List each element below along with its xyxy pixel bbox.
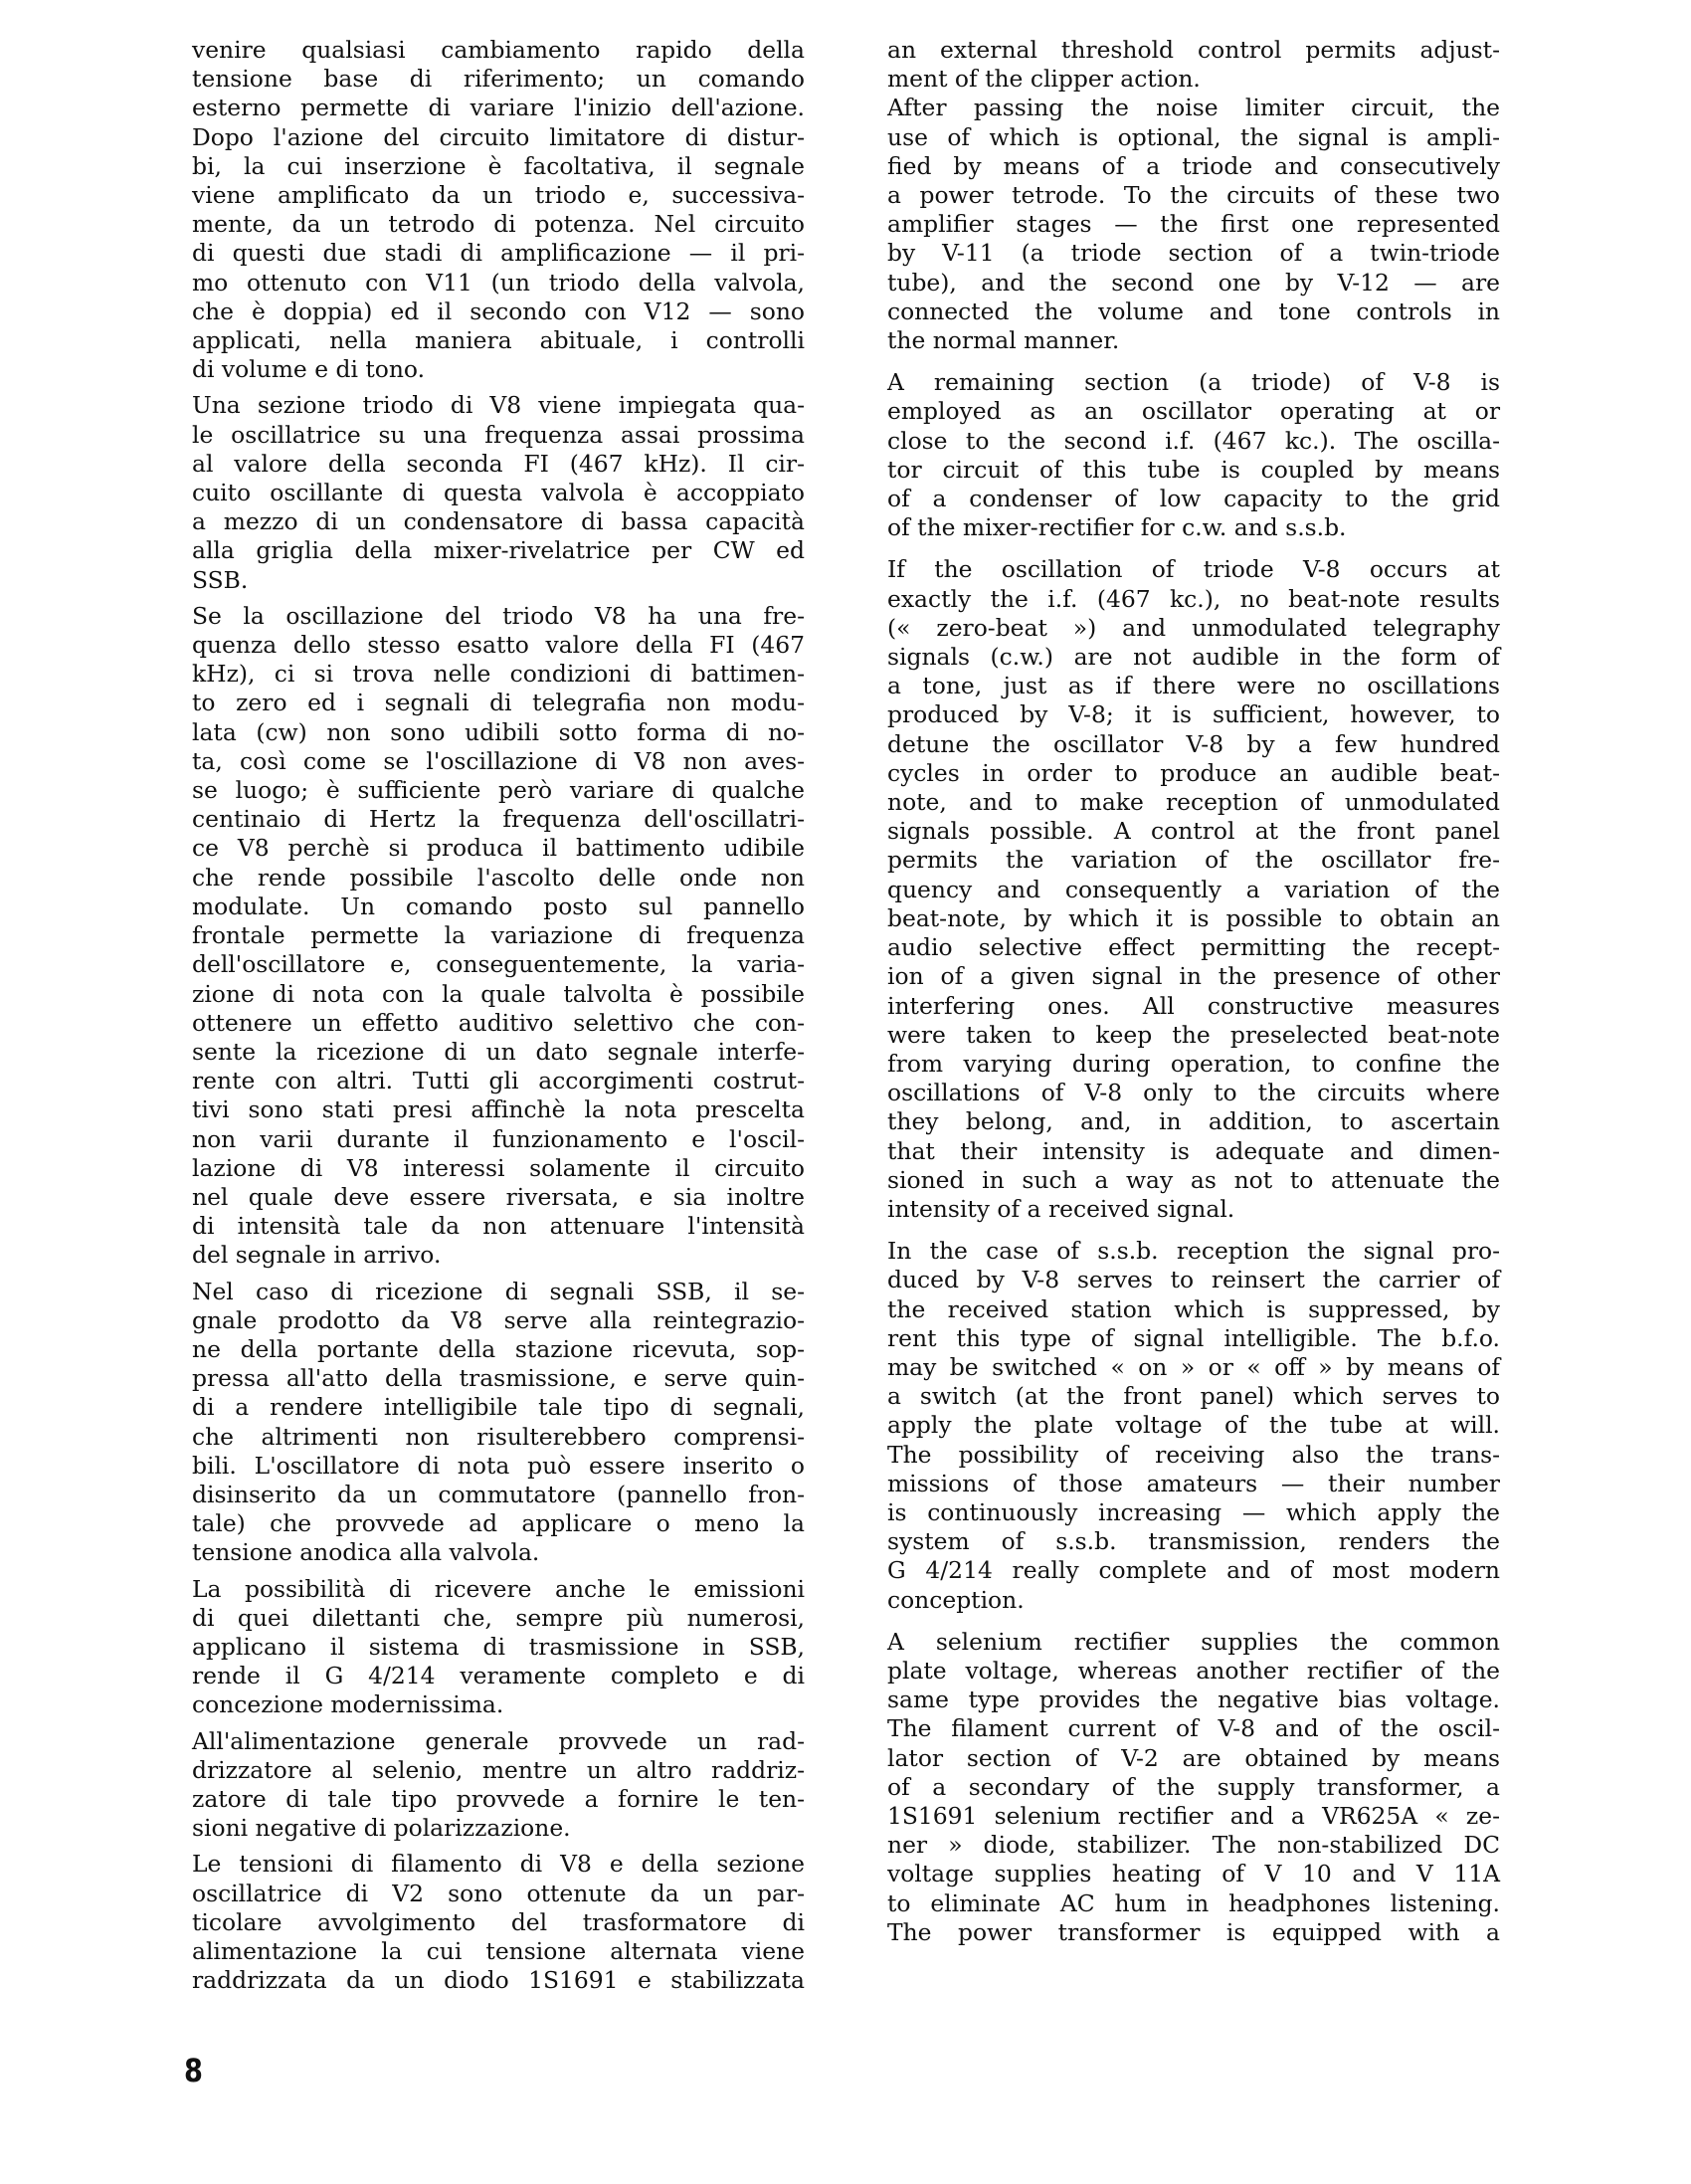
paragraph: [887, 1237, 1500, 1615]
text-line: rente con altri. Tutti gli accorgimenti costrut-: [192, 1067, 805, 1095]
text-line: esterno permette di variare l'inizio dell'azione.: [192, 94, 805, 122]
text-line: alla griglia della mixer-rivelatrice per CW ed: [192, 536, 805, 565]
paragraph: [192, 1727, 805, 1844]
paragraph: [887, 555, 1500, 1224]
text-line: duced by V-8 serves to reinsert the carrier of: [887, 1266, 1500, 1294]
text-line: cycles in order to produce an audible beat-: [887, 758, 1500, 787]
text-line: tensione anodica alla valvola.: [192, 1538, 540, 1567]
text-line: signals possible. A control at the front panel: [887, 817, 1500, 846]
text-line: In the case of s.s.b. reception the signal pro-: [887, 1237, 1500, 1266]
text-line: tivi sono stati presi affinchè la nota prescelta: [192, 1095, 805, 1124]
text-line: of a condenser of low capacity to the grid: [887, 485, 1500, 513]
text-line: tube), and the second one by V-12 — are: [887, 268, 1500, 297]
text-line: a switch (at the front panel) which serves to: [887, 1382, 1500, 1411]
paragraph: [887, 94, 1500, 355]
text-line: A remaining section (a triode) of V-8 is: [887, 368, 1500, 397]
text-line: di intensità tale da non attenuare l'intensità: [192, 1212, 805, 1241]
left-column-italian: [192, 36, 805, 1995]
text-line: interfering ones. All constructive measures: [887, 991, 1500, 1020]
text-line: may be switched « on » or « off » by means of: [887, 1352, 1500, 1381]
text-line: exactly the i.f. (467 kc.), no beat-note results: [887, 584, 1500, 613]
text-line: signals (c.w.) are not audible in the form of: [887, 643, 1500, 672]
text-line: All'alimentazione generale provvede un rad-: [192, 1726, 805, 1755]
text-line: SSB.: [192, 565, 249, 594]
text-line: pressa all'atto della trasmissione, e serve quin-: [192, 1364, 805, 1393]
text-line: non varii durante il funzionamento e l'oscil-: [192, 1124, 805, 1153]
text-line: of a secondary of the supply transformer, a: [887, 1772, 1500, 1801]
text-line: lata (cw) non sono udibili sotto forma di no-: [192, 717, 805, 746]
text-line: di questi due stadi di amplificazione — il pri-: [192, 239, 805, 268]
text-line: The filament current of V-8 and of the oscil-: [887, 1714, 1500, 1743]
text-line: gnale prodotto da V8 serve alla reintegrazio-: [192, 1305, 805, 1334]
text-line: by V-11 (a triode section of a twin-triode: [887, 239, 1500, 268]
text-line: intensity of a received signal.: [887, 1194, 1235, 1223]
text-line: ottenere un effetto auditivo selettivo che con-: [192, 1008, 805, 1037]
text-line: is continuously increasing — which apply the: [887, 1497, 1500, 1526]
text-line: concezione modernissima.: [192, 1690, 504, 1719]
text-line: After passing the noise limiter circuit, the: [887, 94, 1500, 122]
text-line: a power tetrode. To the circuits of these two: [887, 181, 1500, 210]
text-line: close to the second i.f. (467 kc.). The oscilla-: [887, 426, 1500, 455]
text-line: same type provides the negative bias voltage.: [887, 1686, 1500, 1714]
text-line: permits the variation of the oscillator fre-: [887, 846, 1500, 875]
page-number: 8: [184, 2052, 203, 2089]
text-line: to eliminate AC hum in headphones listening.: [887, 1888, 1500, 1917]
paragraph: [192, 391, 805, 594]
text-line: drizzatore al selenio, mentre un altro raddriz-: [192, 1755, 805, 1784]
text-line: centinaio di Hertz la frequenza dell'oscillatri-: [192, 805, 805, 834]
text-line: A selenium rectifier supplies the common: [887, 1627, 1500, 1656]
text-line: alimentazione la cui tensione alternata viene: [192, 1937, 805, 1965]
text-line: bili. L'oscillatore di nota può essere inserito o: [192, 1451, 805, 1480]
text-line: a tone, just as if there were no oscillations: [887, 672, 1500, 700]
text-line: to zero ed i segnali di telegrafia non modu-: [192, 689, 805, 717]
text-line: the normal manner.: [887, 326, 1120, 355]
text-line: quency and consequently a variation of the: [887, 875, 1500, 903]
text-line: sioned in such a way as not to attenuate the: [887, 1165, 1500, 1194]
text-line: connected the volume and tone controls in: [887, 297, 1500, 325]
text-line: frontale permette la variazione di frequenza: [192, 921, 805, 950]
text-line: amplifier stages — the first one represented: [887, 210, 1500, 239]
text-line: produced by V-8; it is sufficient, however, to: [887, 700, 1500, 729]
text-line: di a rendere intelligibile tale tipo di segnali,: [192, 1393, 805, 1422]
text-line: kHz), ci si trova nelle condizioni di battimen-: [192, 660, 805, 689]
text-line: oscillations of V-8 only to the circuits where: [887, 1079, 1500, 1107]
text-line: di quei dilettanti che, sempre più numerosi,: [192, 1603, 805, 1632]
text-line: dell'oscillatore e, conseguentemente, la varia-: [192, 950, 805, 979]
text-line: sente la ricezione di un dato segnale interfe-: [192, 1037, 805, 1066]
text-line: oscillatrice di V2 sono ottenute da un par-: [192, 1879, 805, 1907]
text-line: quenza dello stesso esatto valore della FI (467: [192, 631, 805, 660]
text-line: sioni negative di polarizzazione.: [192, 1814, 571, 1843]
text-line: an external threshold control permits adjust-: [887, 36, 1500, 64]
text-line: Le tensioni di filamento di V8 e della sezione: [192, 1850, 805, 1879]
right-column-english: [887, 36, 1500, 1947]
text-line: ne della portante della stazione ricevuta, sop-: [192, 1334, 805, 1363]
text-line: se luogo; è sufficiente però variare di qualche: [192, 776, 805, 805]
text-line: missions of those amateurs — their number: [887, 1469, 1500, 1497]
text-line: ticolare avvolgimento del trasformatore di: [192, 1907, 805, 1936]
text-line: di volume e di tono.: [192, 355, 426, 384]
text-line: were taken to keep the preselected beat-note: [887, 1020, 1500, 1049]
text-line: viene amplificato da un triodo e, successiva-: [192, 181, 805, 210]
text-line: The possibility of receiving also the trans-: [887, 1440, 1500, 1469]
text-line: detune the oscillator V-8 by a few hundred: [887, 729, 1500, 758]
text-line: modulate. Un comando posto sul pannello: [192, 892, 805, 920]
text-line: tensione base di riferimento; un comando: [192, 65, 805, 94]
text-line: La possibilità di ricevere anche le emissioni: [192, 1574, 805, 1603]
text-line: zatore di tale tipo provvede a fornire le ten-: [192, 1784, 805, 1813]
paragraph: [192, 602, 805, 1271]
text-line: disinserito da un commutatore (pannello fron-: [192, 1480, 805, 1508]
text-line: If the oscillation of triode V-8 occurs at: [887, 555, 1500, 584]
text-line: lator section of V-2 are obtained by means: [887, 1743, 1500, 1772]
text-line: applicano il sistema di trasmissione in SSB,: [192, 1632, 805, 1661]
text-line: Nel caso di ricezione di segnali SSB, il se-: [192, 1277, 805, 1305]
text-line: beat-note, by which it is possible to obtain an: [887, 903, 1500, 932]
paragraph: [887, 368, 1500, 542]
text-line: a mezzo di un condensatore di bassa capacità: [192, 507, 805, 536]
text-line: use of which is optional, the signal is ampli-: [887, 122, 1500, 151]
text-line: audio selective effect permitting the recept-: [887, 933, 1500, 962]
text-line: of the mixer-rectifier for c.w. and s.s.b.: [887, 513, 1347, 542]
text-line: mo ottenuto con V11 (un triodo della valvola,: [192, 268, 805, 297]
text-line: ta, così come se l'oscillazione di V8 non aves-: [192, 746, 805, 775]
text-line: conception.: [887, 1585, 1025, 1614]
text-line: nel quale deve essere riversata, e sia inoltre: [192, 1182, 805, 1211]
text-line: al valore della seconda FI (467 kHz). Il cir-: [192, 449, 805, 478]
paragraph: [192, 1575, 805, 1720]
text-line: that their intensity is adequate and dimen-: [887, 1136, 1500, 1165]
text-line: raddrizzata da un diodo 1S1691 e stabilizzata: [192, 1966, 805, 1995]
text-line: plate voltage, whereas another rectifier of the: [887, 1656, 1500, 1685]
text-line: le oscillatrice su una frequenza assai prossima: [192, 420, 805, 449]
text-line: employed as an oscillator operating at or: [887, 397, 1500, 426]
text-line: Dopo l'azione del circuito limitatore di distur-: [192, 122, 805, 151]
text-line: del segnale in arrivo.: [192, 1241, 442, 1270]
text-line: from varying during operation, to confine the: [887, 1049, 1500, 1078]
text-line: system of s.s.b. transmission, renders the: [887, 1527, 1500, 1556]
paragraph: [192, 1278, 805, 1568]
text-line: ner » diode, stabilizer. The non-stabilized DC: [887, 1831, 1500, 1860]
text-line: (« zero-beat ») and unmodulated telegraphy: [887, 613, 1500, 642]
text-line: Se la oscillazione del triodo V8 ha una fre-: [192, 601, 805, 630]
text-line: voltage supplies heating of V 10 and V 11A: [887, 1860, 1500, 1888]
text-line: fied by means of a triode and consecutively: [887, 151, 1500, 180]
paragraph: [192, 36, 805, 384]
text-line: cuito oscillante di questa valvola è accoppiato: [192, 479, 805, 507]
text-line: apply the plate voltage of the tube at will.: [887, 1411, 1500, 1440]
text-line: zione di nota con la quale talvolta è possibile: [192, 979, 805, 1008]
text-line: rende il G 4/214 veramente completo e di: [192, 1662, 805, 1690]
text-line: ce V8 perchè si produca il battimento udibile: [192, 834, 805, 863]
paragraph: [887, 1628, 1500, 1947]
text-line: 1S1691 selenium rectifier and a VR625A « ze-: [887, 1801, 1500, 1830]
text-line: The power transformer is equipped with a: [887, 1917, 1500, 1946]
text-line: G 4/214 really complete and of most modern: [887, 1556, 1500, 1585]
text-line: applicati, nella maniera abituale, i controlli: [192, 326, 805, 355]
text-line: che rende possibile l'ascolto delle onde non: [192, 863, 805, 892]
text-line: bi, la cui inserzione è facoltativa, il segnale: [192, 151, 805, 180]
text-line: tale) che provvede ad applicare o meno la: [192, 1509, 805, 1538]
text-line: ion of a given signal in the presence of other: [887, 962, 1500, 991]
text-line: lazione di V8 interessi solamente il circuito: [192, 1153, 805, 1182]
text-line: tor circuit of this tube is coupled by means: [887, 455, 1500, 484]
text-line: note, and to make reception of unmodulated: [887, 788, 1500, 817]
paragraph: [192, 1850, 805, 1995]
text-line: rent this type of signal intelligible. The b.f.o.: [887, 1323, 1500, 1352]
text-line: venire qualsiasi cambiamento rapido della: [192, 36, 805, 64]
text-line: they belong, and, in addition, to ascertain: [887, 1107, 1500, 1136]
text-line: che è doppia) ed il secondo con V12 — sono: [192, 297, 805, 325]
text-line: the received station which is suppressed, by: [887, 1294, 1500, 1323]
text-line: ment of the clipper action.: [887, 65, 1201, 94]
text-line: mente, da un tetrodo di potenza. Nel circuito: [192, 210, 805, 239]
text-line: che altrimenti non risulterebbero comprensi-: [192, 1422, 805, 1451]
text-line: Una sezione triodo di V8 viene impiegata qua-: [192, 391, 805, 420]
paragraph: [887, 36, 1500, 94]
